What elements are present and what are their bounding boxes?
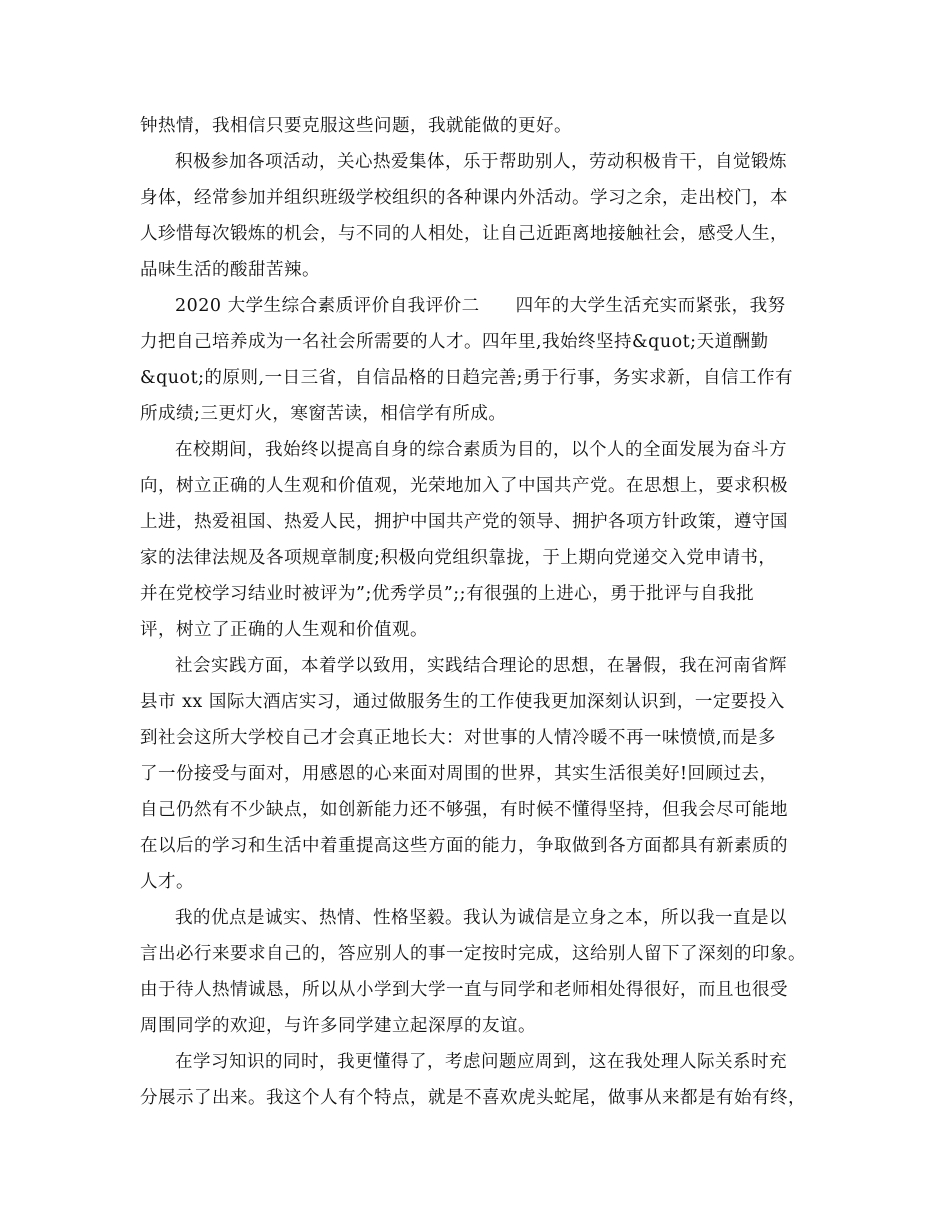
paragraph-start-line: 社会实践方面，本着学以致用，实践结合理论的思想，在暑假，我在河南省辉 <box>175 656 787 676</box>
text-line: 人才。 <box>140 872 194 892</box>
text-line: 并在党校学习结业时被评为”;优秀学员”;;有很强的上进心，勇于批评与自我批 <box>140 584 755 604</box>
paragraph-start-line: 积极参加各项活动，关心热爱集体，乐于帮助别人，劳动积极肯干，自觉锻炼 <box>175 152 787 172</box>
text-line: 所成绩;三更灯火，寒窗苦读，相信学有所成。 <box>140 404 507 424</box>
text-line: 人珍惜每次锻炼的机会，与不同的人相处，让自己近距离地接触社会，感受人生， <box>140 224 788 244</box>
text-line: 自己仍然有不少缺点，如创新能力还不够强，有时候不懂得坚持，但我会尽可能地 <box>140 800 788 820</box>
text-line: 身体，经常参加并组织班级学校组织的各种课内外活动。学习之余，走出校门，本 <box>140 188 788 208</box>
paragraph-start-line: 在校期间，我始终以提高自身的综合素质为目的，以个人的全面发展为奋斗方 <box>175 440 787 460</box>
text-line: 力把自己培养成为一名社会所需要的人才。四年里,我始终坚持&quot;天道酬勤 <box>140 332 769 352</box>
text-line: 到社会这所大学校自己才会真正地长大：对世事的人情冷暖不再一味愤愤,而是多 <box>140 728 777 748</box>
text-line: 向，树立正确的人生观和价值观，光荣地加入了中国共产党。在思想上，要求积极 <box>140 476 788 496</box>
text-line: 由于待人热情诚恳，所以从小学到大学一直与同学和老师相处得很好，而且也很受 <box>140 980 788 1000</box>
text-line: &quot;的原则,一日三省，自信品格的日趋完善;勇于行事，务实求新，自信工作有 <box>140 368 793 388</box>
text-line: 了一份接受与面对，用感恩的心来面对周围的世界，其实生活很美好!回顾过去， <box>140 764 778 784</box>
text-line: 周围同学的欢迎，与许多同学建立起深厚的友谊。 <box>140 1016 536 1036</box>
text-line: 家的法律法规及各项规章制度;积极向党组织靠拢，于上期向党递交入党申请书， <box>140 548 777 568</box>
paragraph-start-line: 2020 大学生综合素质评价自我评价二 四年的大学生活充实而紧张，我努 <box>175 296 786 316</box>
text-line: 县市 xx 国际大酒店实习，通过做服务生的工作使我更加深刻认识到，一定要投入 <box>140 692 785 712</box>
text-line: 分展示了出来。我这个人有个特点，就是不喜欢虎头蛇尾，做事从来都是有始有终， <box>140 1088 806 1108</box>
text-line: 钟热情，我相信只要克服这些问题，我就能做的更好。 <box>140 116 572 136</box>
text-line: 上进，热爱祖国、热爱人民，拥护中国共产党的领导、拥护各项方针政策，遵守国 <box>140 512 788 532</box>
text-line: 在以后的学习和生活中着重提高这些方面的能力，争取做到各方面都具有新素质的 <box>140 836 788 856</box>
paragraph-start-line: 我的优点是诚实、热情、性格坚毅。我认为诚信是立身之本，所以我一直是以 <box>175 908 787 928</box>
paragraph-start-line: 在学习知识的同时，我更懂得了，考虑问题应周到，这在我处理人际关系时充 <box>175 1052 787 1072</box>
text-line: 言出必行来要求自己的，答应别人的事一定按时完成，这给别人留下了深刻的印象。 <box>140 944 806 964</box>
text-line: 评，树立了正确的人生观和价值观。 <box>140 620 428 640</box>
text-line: 品味生活的酸甜苦辣。 <box>140 260 320 280</box>
